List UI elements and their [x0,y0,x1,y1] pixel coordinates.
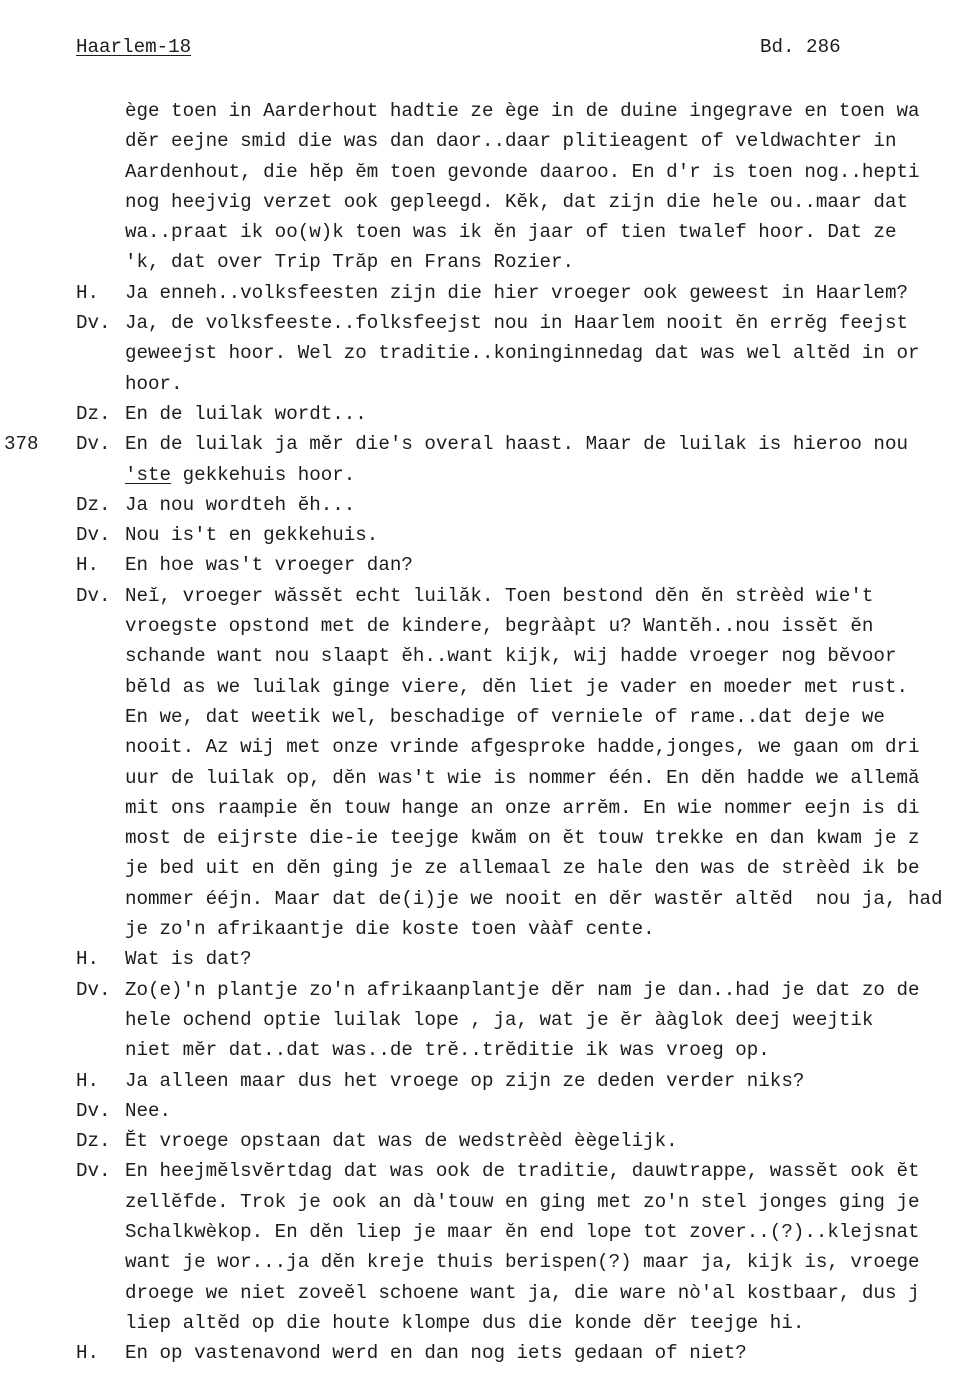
transcript-line [0,520,973,550]
transcript-line [0,490,973,520]
speaker-label: Dv. [76,524,111,547]
transcript-line [0,793,973,823]
utterance-text: En we, dat weetik wel, beschadige of verniele of rame..dat deje we [125,705,885,728]
utterance-text: hoor. [125,372,183,395]
utterance-text: Neĭ, vroeger wăssĕt echt luilăk. Toen bestond dĕn ĕn strèèd wie't [125,584,874,607]
utterance-text: Ja enneh..volksfeesten zijn die hier vroeger ook geweest in Haarlem? [125,281,908,304]
utterance-text: mit ons raampie ĕn touw hange an onze arrĕm. En wie nommer eejn is di [125,796,920,819]
transcript-line [0,1217,973,1247]
utterance-text: Aardenhout, die hĕp ĕm toen gevonde daaroo. En d'r is toen nog..hepti [125,160,920,183]
utterance-text: want je wor...ja dĕn kreje thuis berispen(?) maar ja, kijk is, vroege [125,1251,920,1274]
transcript-line [0,247,973,277]
utterance-text: nog heejvig verzet ook gepleegd. Kĕk, dat zijn die hele ou..maar dat [125,190,908,213]
transcript-line [0,96,973,126]
speaker-label: H. [76,948,100,971]
transcript-line [0,1247,973,1277]
transcript-line [0,1066,973,1096]
utterance-text: nooit. Az wij met onze vrinde afgesproke hadde,jonges, we gaan om dri [125,736,920,759]
transcript-line [0,1156,973,1186]
utterance-text: geweejst hoor. Wel zo traditie..koninginnedag dat was wel altĕd in or [125,342,920,365]
utterance-text: je bed uit en dĕn ging je ze allemaal ze hale den was de strèèd ik be [125,857,920,880]
utterance-text: Ja, de volksfeeste..folksfeejst nou in Haarlem nooit ĕn errĕg feejst [125,312,908,335]
transcript-line [0,187,973,217]
transcript-line [0,641,973,671]
utterance-text: ège toen in Aarderhout hadtie ze ège in de duine ingegrave en toen wa [125,100,920,122]
transcript-line [0,975,973,1005]
utterance-text: Schalkwèkop. En dĕn liep je maar ĕn end lope tot zover..(?)..klejsnat [125,1220,920,1243]
utterance-text: En de luilak wordt... [125,402,367,425]
transcript-line [0,1187,973,1217]
utterance-text: Nee. [125,1099,172,1122]
transcript-line [0,550,973,580]
transcript-line [0,460,973,490]
transcript-line [0,217,973,247]
transcript-line [0,732,973,762]
utterance-text: Ĕt vroege opstaan dat was de wedstrèèd èègelijk. [125,1130,678,1153]
transcript-line [0,702,973,732]
utterance-text: uur de luilak op, dĕn was't wie is nommer één. En dĕn hadde we allemă [125,766,920,789]
speaker-label: Dv. [76,1099,111,1122]
transcript-line [0,914,973,944]
utterance-text: hele ochend optie luilak lope , ja, wat je ĕr ààglok deej weejtik [125,1008,874,1031]
utterance-text-rest: gekkehuis hoor. [182,463,356,486]
transcript-line [0,369,973,399]
transcript-line [0,823,973,853]
utterance-text: Zo(e)'n plantje zo'n afrikaanplantje dĕr nam je dan..had je dat zo de [125,978,920,1001]
speaker-label: Dv. [76,584,111,607]
transcript-line [0,157,973,187]
utterance-text: most de eijrste die-ie teejge kwăm on ĕt touw trekke en dan kwam je z [125,827,920,850]
speaker-label: H. [76,1342,100,1365]
transcript-line [0,884,973,914]
document-location: Haarlem-18 [76,36,192,58]
utterance-text: Ja alleen maar dus het vroege op zijn ze deden verder niks? [125,1069,805,1092]
utterance-text: je zo'n afrikaantje die koste toen vààf cente. [125,918,655,941]
transcript-line [0,1308,973,1338]
utterance-text: niet mĕr dat..dat was..de trĕ..trĕditie ik was vroeg op. [125,1039,770,1062]
speaker-label: Dz. [76,493,111,516]
transcript-line [0,1338,973,1368]
utterance-text: zellĕfde. Trok je ook an dà'touw en ging met zo'n stel jonges ging je [125,1190,920,1213]
speaker-label: Dz. [76,1130,111,1153]
transcript-line [0,278,973,308]
transcript-line [0,611,973,641]
utterance-text: En heejmĕlsvĕrtdag dat was ook de traditie, dauwtrappe, wassĕt ook ĕt [125,1160,920,1183]
speaker-label: Dv. [76,1160,111,1183]
transcript-line [0,763,973,793]
transcript-line [0,338,973,368]
speaker-label: Dv. [76,433,111,456]
utterance-text: En hoe was't vroeger dan? [125,554,413,577]
utterance-text: Wat is dat? [125,948,252,971]
transcript-line [0,429,973,459]
utterance-text: En de luilak ja mĕr die's overal haast. Maar de luilak is hieroo nou [125,433,908,456]
utterance-text: droege we niet zoveĕl schoene want ja, die ware nò'al kostbaar, dus j [125,1281,920,1304]
utterance-text: 'k, dat over Trip Trăp en Frans Rozier. [125,251,575,274]
speaker-label: H. [76,554,100,577]
utterance-text: schande want nou slaapt ĕh..want kijk, wij hadde vroeger nog bĕvoor [125,645,897,668]
underlined-text: 'ste [125,463,172,486]
transcript-line [0,1005,973,1035]
transcript-line [0,308,973,338]
transcript-line [0,853,973,883]
speaker-label: Dz. [76,402,111,425]
transcript-line [0,672,973,702]
transcript-line [0,581,973,611]
utterance-text: dĕr eejne smid die was dan daor..daar plitieagent of veldwachter in [125,130,897,153]
transcript-line [0,1278,973,1308]
transcript-line [0,1126,973,1156]
speaker-label: H. [76,1069,100,1092]
utterance-text: liep altĕd op die houte klompe dus die konde dĕr teejge hi. [125,1311,805,1334]
utterance-text: Nou is't en gekkehuis. [125,524,379,547]
transcript-line [0,126,973,156]
transcript-line [0,944,973,974]
transcript-line [0,1035,973,1065]
margin-number: 378 [4,433,39,456]
transcript-line [0,1096,973,1126]
speaker-label: Dv. [76,312,111,335]
utterance-text: En op vastenavond werd en dan nog iets gedaan of niet? [125,1342,747,1365]
volume-page-number: Bd. 286 [760,36,841,58]
transcript-body [0,96,973,1368]
speaker-label: Dv. [76,978,111,1001]
utterance-text: bĕld as we luilak ginge viere, dĕn liet je vader en moeder met rust. [125,675,908,698]
utterance-text: Ja nou wordteh ĕh... [125,493,356,516]
utterance-text [125,460,355,490]
utterance-text: wa..praat ik oo(w)k toen was ik ĕn jaar of tien twalef hoor. Dat ze [125,221,897,244]
utterance-text: vroegste opstond met de kindere, begrààpt u? Wantĕh..nou issĕt ĕn [125,615,874,638]
speaker-label: H. [76,281,100,304]
utterance-text: nommer ééjn. Maar dat de(i)je we nooit en dĕr wastĕr altĕd nou ja, had [125,887,943,910]
transcript-line [0,399,973,429]
